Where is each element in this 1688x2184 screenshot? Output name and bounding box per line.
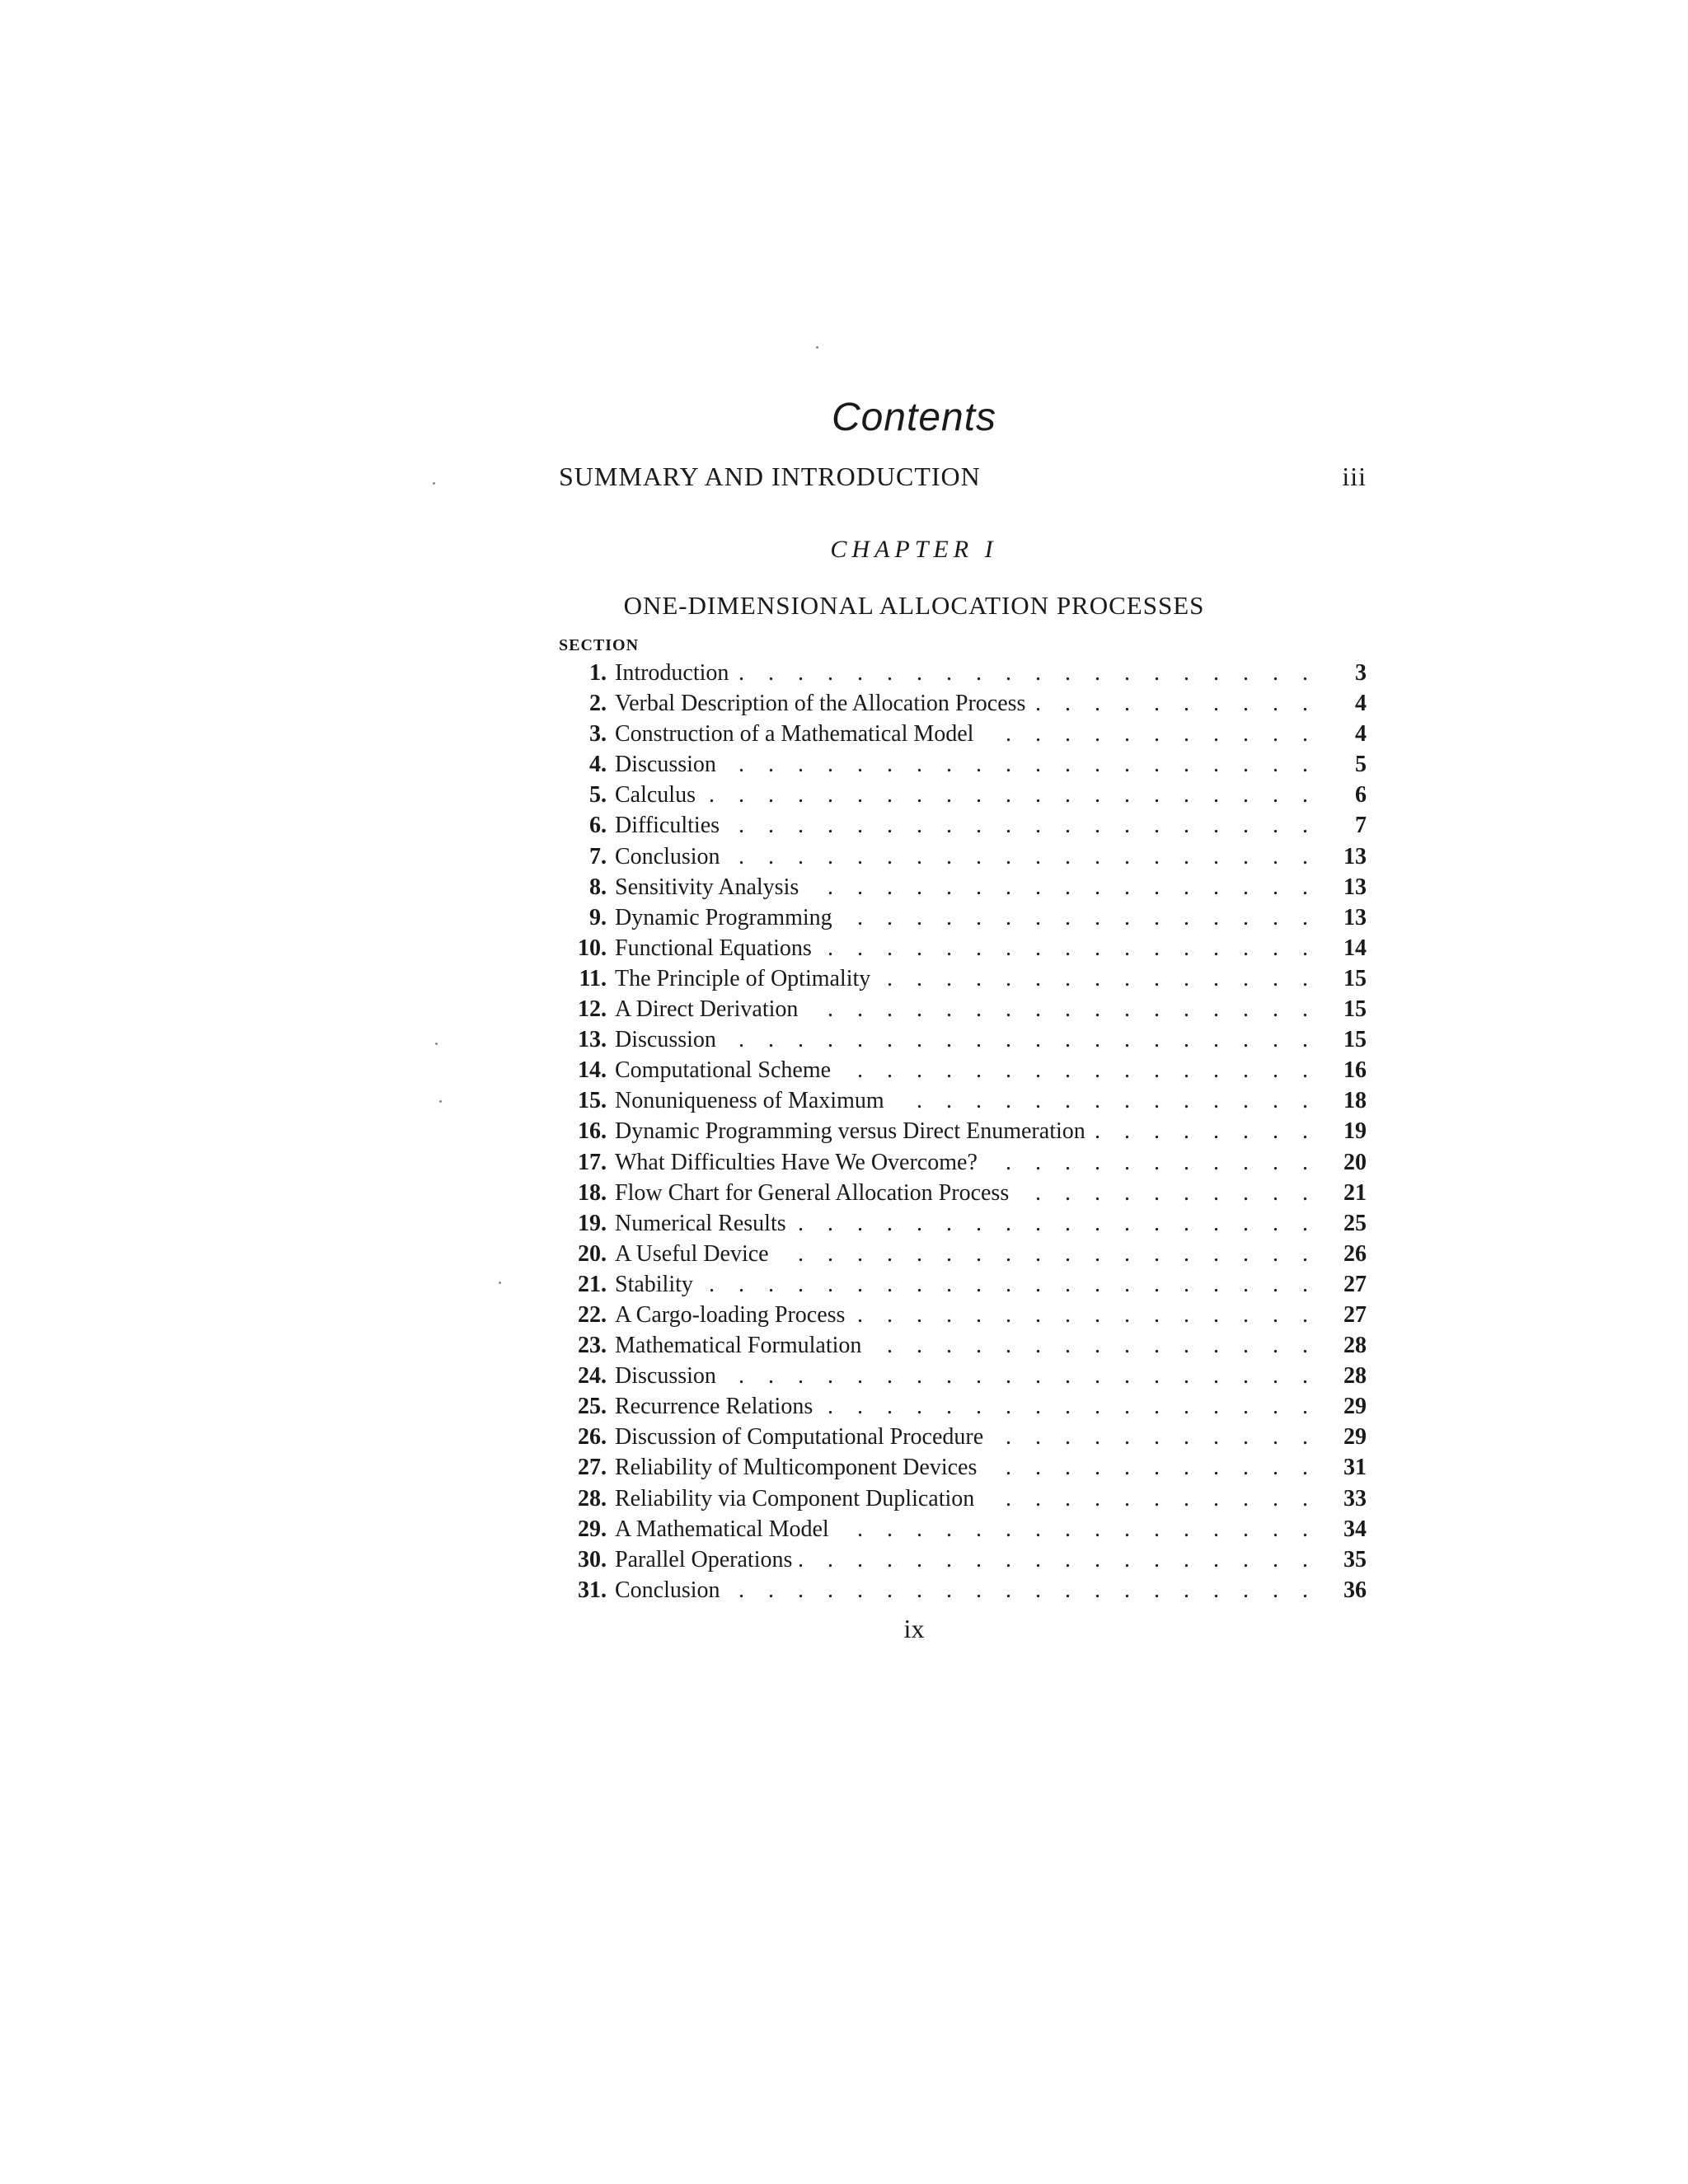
toc-entry-page-number: 25 [1343,1210,1367,1236]
toc-entry-title-leader [615,1575,1317,1605]
toc-entry-number: 2. [589,691,607,717]
toc-entry-title: The Principle of Optimality [615,966,877,991]
toc-entry-number: 13. [578,1027,607,1053]
toc-entry[interactable] [559,1544,1367,1575]
toc-entry-page-number: 27 [1343,1301,1367,1328]
toc-entry[interactable] [559,1514,1367,1544]
toc-entry-title: Discussion [615,1363,723,1389]
toc-entry-page-number: 13 [1343,874,1367,900]
toc-entry-title-leader [615,1391,1317,1422]
toc-entry-page-number: 33 [1343,1485,1367,1511]
toc-entry-title-leader [615,688,1317,719]
toc-entry-title-leader [615,1300,1317,1330]
toc-entry-number: 8. [589,874,607,900]
section-column-label: SECTION [559,636,640,654]
toc-entry[interactable] [559,841,1367,872]
toc-entry[interactable] [559,1055,1367,1085]
toc-entry-number: 27. [578,1455,607,1481]
toc-entry-title: Flow Chart for General Allocation Process [615,1180,1015,1206]
toc-entry-page-number: 15 [1343,996,1367,1023]
toc-entry-page-number: 20 [1343,1149,1367,1175]
summary-label: SUMMARY AND INTRODUCTION [559,462,981,491]
toc-entry-title-leader [615,963,1317,994]
toc-entry-number: 30. [578,1546,607,1572]
toc-entry-number: 14. [578,1057,607,1084]
toc-entry-title-leader [615,872,1317,902]
toc-entry-page-number: 4 [1355,721,1367,748]
toc-entry-title: A Useful Device [615,1241,776,1267]
toc-entry-title-leader [615,749,1317,780]
toc-entry[interactable] [559,1422,1367,1452]
toc-entry-number: 26. [578,1424,607,1451]
toc-entry[interactable] [559,1300,1367,1330]
toc-entry-page-number: 19 [1343,1118,1367,1145]
toc-entry-title-leader [615,1514,1317,1544]
toc-entry-title-leader [615,1208,1317,1239]
toc-entry-title-leader [615,1544,1317,1575]
toc-entry-title-leader [615,719,1317,749]
toc-entry[interactable] [559,1452,1367,1483]
toc-entry-title-leader [615,841,1317,872]
toc-entry-number: 20. [578,1240,607,1267]
toc-entry-page-number: 14 [1343,935,1367,961]
toc-entry[interactable] [559,1208,1367,1239]
toc-entry-title: Introduction [615,660,735,686]
toc-entry[interactable] [559,963,1367,994]
toc-entry[interactable] [559,1178,1367,1208]
toc-entry-number: 23. [578,1333,607,1359]
toc-entry-number: 29. [578,1516,607,1542]
toc-entry-title: Difficulties [615,813,726,838]
toc-entry-title-leader [615,1055,1317,1085]
toc-entry-title-leader [615,1422,1317,1452]
toc-entry-title: Discussion [615,752,723,777]
toc-entry[interactable] [559,780,1367,810]
toc-entry[interactable] [559,1269,1367,1300]
toc-entry-number: 24. [578,1363,607,1390]
toc-entry-title: Stability [615,1272,700,1297]
toc-entry-number: 11. [579,965,607,991]
toc-entry-title-leader [615,1452,1317,1483]
toc-entry-title: Reliability via Component Duplication [615,1486,981,1511]
toc-entry-title: A Direct Derivation [615,996,804,1022]
toc-entry[interactable] [559,719,1367,749]
toc-entry-title-leader [615,1147,1317,1178]
chapter-title: ONE-DIMENSIONAL ALLOCATION PROCESSES [623,591,1205,620]
toc-entry-page-number: 4 [1355,691,1367,717]
toc-entry-number: 17. [578,1149,607,1175]
page-folio: ix [903,1614,925,1643]
toc-entry-title: Reliability of Multicomponent Devices [615,1455,983,1480]
summary-page-number: iii [1342,462,1367,491]
toc-entry-page-number: 21 [1343,1179,1367,1206]
toc-entry-title-leader [615,1116,1317,1146]
toc-entry-number: 4. [589,752,607,778]
toc-entry-page-number: 6 [1355,782,1367,808]
toc-entry-title-leader [615,1178,1317,1208]
scan-speck [499,1282,501,1284]
toc-entry-title: Verbal Description of the Allocation Process [615,691,1032,716]
toc-entry-number: 5. [589,782,607,808]
toc-entry-title: A Mathematical Model [615,1516,836,1542]
toc-entry-title: Mathematical Formulation [615,1333,868,1358]
toc-entry-title: A Cargo-loading Process [615,1302,851,1328]
toc-entry[interactable] [559,749,1367,780]
toc-entry[interactable] [559,994,1367,1024]
toc-entry-page-number: 31 [1343,1455,1367,1481]
toc-entry-number: 12. [578,996,607,1023]
toc-entry-title: Discussion of Computational Procedure [615,1424,990,1450]
toc-entry-page-number: 16 [1343,1057,1367,1084]
page-title: Contents [831,396,997,440]
toc-entry[interactable] [559,933,1367,963]
toc-entry-title: Conclusion [615,1577,727,1603]
toc-entry-page-number: 7 [1355,813,1367,839]
toc-entry-number: 9. [589,904,607,930]
toc-entry-page-number: 15 [1343,965,1367,991]
toc-entry-title: Recurrence Relations [615,1394,819,1419]
toc-entry-page-number: 5 [1355,752,1367,778]
toc-entry-title: Calculus [615,782,702,808]
toc-entry-page-number: 35 [1343,1546,1367,1572]
toc-entry-number: 21. [578,1271,607,1297]
toc-entry-number: 16. [578,1118,607,1145]
toc-entry-title: Construction of a Mathematical Model [615,721,980,747]
toc-entry-page-number: 29 [1343,1394,1367,1420]
toc-entry-page-number: 34 [1343,1516,1367,1542]
scan-speck [439,1100,442,1103]
toc-entry-title: Discussion [615,1027,723,1052]
summary-entry[interactable] [559,462,1367,494]
toc-entry[interactable] [559,1116,1367,1146]
toc-entry-number: 6. [589,813,607,839]
scan-speck [433,482,435,485]
toc-entry-title-leader [615,810,1317,841]
toc-entry-page-number: 36 [1343,1577,1367,1603]
toc-entry-number: 10. [578,935,607,961]
toc-entry-page-number: 26 [1343,1240,1367,1267]
toc-entry-number: 18. [578,1179,607,1206]
toc-entry-title-leader [615,1361,1317,1391]
toc-entry[interactable] [559,1483,1367,1514]
toc-entry[interactable] [559,688,1367,719]
toc-entry[interactable] [559,1024,1367,1055]
toc-entry-page-number: 3 [1355,660,1367,686]
toc-entry-title-leader [615,1483,1317,1514]
toc-entry-number: 1. [589,660,607,686]
toc-entry-title-leader [615,902,1317,933]
toc-entry-title-leader [615,658,1317,688]
toc-entry[interactable] [559,1391,1367,1422]
toc-entry-title: Functional Equations [615,935,818,961]
toc-entry-page-number: 29 [1343,1424,1367,1451]
toc-entry-title: Sensitivity Analysis [615,874,805,900]
toc-entry[interactable] [559,872,1367,902]
toc-entry-page-number: 27 [1343,1271,1367,1297]
toc-entry-title-leader [615,1239,1317,1269]
toc-entry-title-leader [615,1024,1317,1055]
toc-entry[interactable] [559,1330,1367,1361]
toc-entry-page-number: 28 [1343,1333,1367,1359]
toc-entry-title-leader [615,780,1317,810]
toc-entry-page-number: 18 [1343,1088,1367,1114]
toc-entry[interactable] [559,1147,1367,1178]
toc-entry-title: Computational Scheme [615,1057,837,1083]
toc-entry[interactable] [559,810,1367,841]
toc-entry-title-leader [615,1330,1317,1361]
toc-entry-page-number: 15 [1343,1027,1367,1053]
toc-entry-number: 3. [589,721,607,748]
toc-entry[interactable] [559,1239,1367,1269]
toc-entry-number: 28. [578,1485,607,1511]
toc-entry[interactable] [559,902,1367,933]
toc-entry-title: Conclusion [615,844,727,869]
toc-entry-number: 31. [578,1577,607,1603]
table-of-contents-list [559,658,1367,1605]
toc-entry[interactable] [559,1361,1367,1391]
toc-entry-title-leader [615,933,1317,963]
toc-entry-number: 7. [589,843,607,869]
toc-entry-title: What Difficulties Have We Overcome? [615,1150,984,1175]
scan-speck [435,1043,438,1045]
chapter-heading: CHAPTER I [830,536,998,563]
toc-entry-title: Parallel Operations [615,1547,799,1572]
toc-entry-page-number: 28 [1343,1363,1367,1390]
toc-entry-title-leader [615,994,1317,1024]
toc-entry-title: Nonuniqueness of Maximum [615,1088,891,1113]
toc-entry-number: 22. [578,1301,607,1328]
toc-entry-number: 25. [578,1394,607,1420]
toc-entry[interactable] [559,1085,1367,1116]
toc-entry-title-leader [615,1269,1317,1300]
toc-entry-title: Dynamic Programming [615,905,839,930]
scan-speck [816,346,818,349]
toc-entry-number: 19. [578,1210,607,1236]
toc-entry[interactable] [559,658,1367,688]
toc-entry-title-leader [615,1085,1317,1116]
toc-entry-title: Dynamic Programming versus Direct Enumeration [615,1118,1092,1144]
toc-entry[interactable] [559,1575,1367,1605]
toc-entry-page-number: 13 [1343,843,1367,869]
toc-entry-title: Numerical Results [615,1211,793,1236]
toc-entry-page-number: 13 [1343,904,1367,930]
toc-entry-number: 15. [578,1088,607,1114]
